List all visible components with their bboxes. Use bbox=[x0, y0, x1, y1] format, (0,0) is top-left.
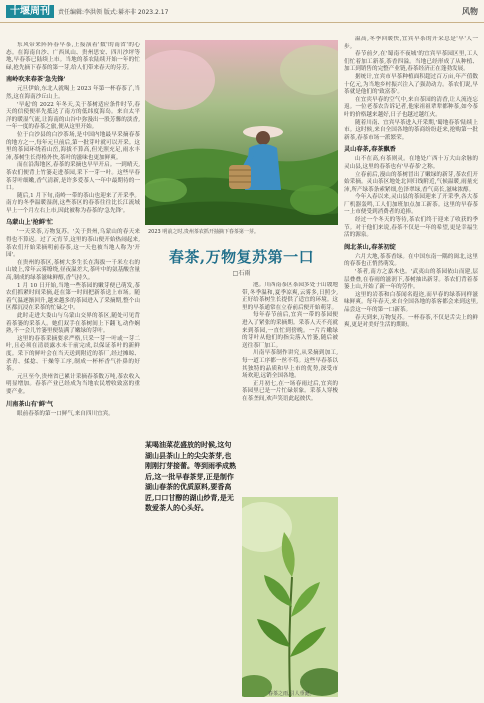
paragraph: '一天采茶,万物复苏。'关于贵州,乌蒙山的春天来得也不算迟。过了元宵节,这里的茶山便开始热闹起来,茶农们开始采摘明前春茶,这一天也被当地人称为'开园'。 bbox=[6, 229, 140, 259]
paragraph: 而在沿海地区,春茶的采摘也早早开启。一到晴天,茶农们便背上竹篓走进茶园,采下一芽一叶。这些早春茶芽叶细嫩,香气清新,是许多爱茶人一年中最期待的一口。 bbox=[6, 162, 140, 192]
article-title: 春茶,万物复苏第一口 bbox=[168, 248, 315, 266]
paragraph: 元旦伊始,东北人就喝上 2023 年第一杯春茶了,当然,这在海南沙丘山上。 bbox=[6, 86, 140, 100]
tea-leaves-photo bbox=[242, 497, 338, 697]
top-photo-caption: 2023 明前之时,贵州茶农抓开抽摘下春茶第一芽。 bbox=[148, 229, 259, 235]
paragraph: 元旦至今,贵州省已累计采摘春茶数万吨,茶农收入明显增加。春茶产业已经成为当地农民增收致富的重要产业。 bbox=[6, 373, 140, 395]
tea-picker-photo bbox=[145, 40, 338, 225]
section-heading: 川南茶山有'鲜'气 bbox=[6, 400, 54, 408]
paragraph: 1 月 10 日开始,当地一些茶园的嫩芽便已萌发,茶农们抓紧时间采摘,赶在第一时间把新茶送上市场。随着气温逐渐回升,越来越多的茶园进入了采摘期,整个山区都沉浸在采茶的忙碌之中。 bbox=[6, 282, 140, 312]
section-heading: 灵山春茶,春茶飘香 bbox=[344, 146, 396, 154]
paragraph: 东风带来阵阵春早茶,上接演着'数'的南省'的心态。在海南自沙、广西凤山、贵州思安、四川沙坪等地,早春茶已陆续上市。当地的茶农陆续开始一年的忙碌,抢先摘下春茶的第一芽,给人们带来春天的芬芳。 bbox=[6, 42, 140, 71]
bottom-photo-caption: 春茶之雨,引人垂涎。 bbox=[268, 691, 315, 697]
page-header bbox=[0, 0, 484, 23]
paragraph: 经过一个冬天的等待,茶农们终于迎来了收获的季节。对于他们来说,春茶不仅是一年的希望,更是幸福生活的源泉。 bbox=[344, 217, 478, 239]
article-column-left bbox=[6, 42, 140, 697]
paragraph: 在宜宾早春的空气中,来自茶园的清香,让人流连忘返。一位老茶农告诉记者,他家祖祖辈辈都种茶,如今茶叶的价格越来越好,日子也越过越红火。 bbox=[344, 96, 478, 118]
paragraph: 春节前夕,在'蜀南不夜城'的宜宾早茶园区里,工人们忙着加工新茶,茶香四溢。当地已经形成了从种植、加工到销售的完整产业链,春茶经济正在蓬勃发展。 bbox=[344, 51, 478, 73]
paragraph: 六月大地,茶茶香绿。在中国东南一隅的闽北,这里的春茶也正悄然萌发。 bbox=[344, 253, 478, 268]
paragraph: 随后,1 月下旬,南岭一带的茶山也迎来了开采季。南方的冬季温暖湿润,这些茶区的春茶往往比长江流域早上一个月左右上市,因此被称为春茶的'急先锋'。 bbox=[6, 192, 140, 214]
paragraph: 今年入春以来,灵山县的茶园迎来了开采季,各大茶厂机器轰鸣,工人们加班加点加工新茶。这里的早春茶一上市便受到消费者的追捧。 bbox=[344, 194, 478, 216]
paragraph: '茶者,南方之嘉木也。'武夷山的茶园依山而建,层层叠叠,在春雨的滋润下,茶树抽出新芽。茶农们背着茶篓上山,开始了新一年的劳作。 bbox=[344, 269, 478, 291]
header-meta: 责任编辑:李洪领 版式:綦亦非 2023.2.17 bbox=[58, 9, 169, 16]
paragraph: 川南早茶制作讲究,从采摘到加工,每一道工序都一丝不苟。这些早春茶以其独特的品质和早上市的优势,深受市场欢迎,远销全国各地。 bbox=[242, 350, 338, 380]
paragraph: 池。川西南茶区茶园多处于山坡地带,冬季温和,夏季凉爽,云雾多,日照少,正好给茶树生长提供了适宜的环境。这里的早茶通常在立春前后便开始萌芽。 bbox=[242, 282, 338, 311]
section-heading: 闽北茶山,春茶初绽 bbox=[344, 243, 396, 251]
masthead: 十堰周刊 bbox=[6, 5, 54, 18]
paragraph: 据统计,宜宾市早茶种植面积超过百万亩,年产值数十亿元,为当地乡村振兴注入了强劲动力。茶农们说,早茶就是他们的'致富茶'。 bbox=[344, 73, 478, 96]
paragraph: 立春前后,漫山的茶树冒出了嫩绿的新芽,茶农们开始采摘。灵山茶区地处北回归线附近,气候温暖,雨量充沛,所产绿茶条索紧细,色泽翠绿,香气高长,滋味浓醇。 bbox=[344, 171, 478, 193]
section-heading: 乌蒙山上'抢鲜'忙 bbox=[6, 219, 54, 227]
article-column-middle bbox=[242, 282, 338, 492]
paragraph: 这里的春茶采摘要求严格,只采一芽一叶或一芽二叶,且必须在清晨露水未干前完成,以保证茶叶的新鲜度。采下的鲜叶会在当天送到附近的茶厂,经过摊晾、杀青、揉捻、干燥等工序,制成一杯杯香气扑鼻的好茶。 bbox=[6, 335, 140, 373]
paragraph: '早起'的 2022 年冬天,关于茶树适应条件时节,春天的信使便率先抵达了南方的低纬度海岛。来自太平洋的暖湿气流,让海南的山谷中弥漫出一股芳馨的淡香,一年一度的春茶之旅,便从这里开始。 bbox=[6, 101, 140, 131]
paragraph: 眼前春茶的第一口鲜气,来自四川宜宾。 bbox=[17, 410, 114, 417]
paragraph: 随着川南、宜宾早茶进入开采期,'蜀地春茶'陆续上市。这时候,来自全国各地的茶商纷纷赶来,抢购第一批新茶,春茶市场一派繁荣。 bbox=[344, 119, 478, 141]
article-author: □石雨 bbox=[232, 270, 251, 277]
section-tag: 风物 bbox=[462, 7, 478, 16]
section-heading: 南岭吹来春茶'急先锋' bbox=[6, 76, 66, 84]
paragraph: 春天到来,万物复苏。一杯春茶,不仅是舌尖上的鲜爽,更是对美好生活的期盼。 bbox=[344, 314, 478, 329]
paragraph: 此时走进大娄山与乌蒙山交界的茶区,随处可见背着茶篓的采茶人。她们双手在茶树间上下翻飞,动作娴熟,不一会儿竹篓里便装满了嫩绿的芽叶。 bbox=[6, 313, 140, 335]
paragraph: 在贵州的茶区,茶树大多生长在海拔一千米左右的山坡上,常年云雾缭绕,昼夜温差大,茶叶中的氨基酸含量高,制成的绿茶滋味鲜醇,香气持久。 bbox=[6, 259, 140, 282]
paragraph: 位于白沙县的白沙茶场,是中国内地最早采摘春茶的地方之一,每年元旦前后,第一批芽叶就可以开采。这里的茶园环绕着山峦,海拔不算高,但光照充足,雨水丰沛,茶树生长得格外快,茶叶的滋味也更加鲜爽。 bbox=[6, 131, 140, 161]
paragraph: 温高,冬季回暖快,宜宾早茶的开采总是'早'人一步。 bbox=[344, 36, 478, 50]
paragraph: 山不在高,有茶则灵。在地处广西十万大山余脉的灵山县,这里的春茶也有'早春茶'之称。 bbox=[344, 156, 478, 170]
paragraph: 这里的岩茶和白茶闻名遐迩,而早春的绿茶同样滋味鲜爽。每年春天,来自全国各地的茶客都会来到这里,品尝这一年的第一口新茶。 bbox=[344, 291, 478, 313]
paragraph: 每年春节前后,宜宾一带的茶园便进入了紧张的采摘期。采茶人天不亮就来到茶园,一直忙到傍晚。一片片嫩绿的芽叶从他们的指尖落入竹篓,随后被送往茶厂加工。 bbox=[242, 312, 338, 349]
paragraph: 正月初七,在一场春雨过后,宜宾的茶园里已是一片忙碌景象。采茶人穿梭在茶垄间,欢声笑语此起彼伏。 bbox=[242, 380, 338, 402]
pull-quote: 某喝油菜花盛放的时候,这句湖山县茶山上的尖尖茶芽,也刚刚打芽接蕾。等到雨季成熟后,这一批早春茶芽,正是制作湖山春茶的优质原料,要香高匠,口口甘醇的湖山炒青,是无数爱茶人的心头好。 bbox=[145, 440, 236, 512]
article-column-right bbox=[344, 36, 478, 691]
